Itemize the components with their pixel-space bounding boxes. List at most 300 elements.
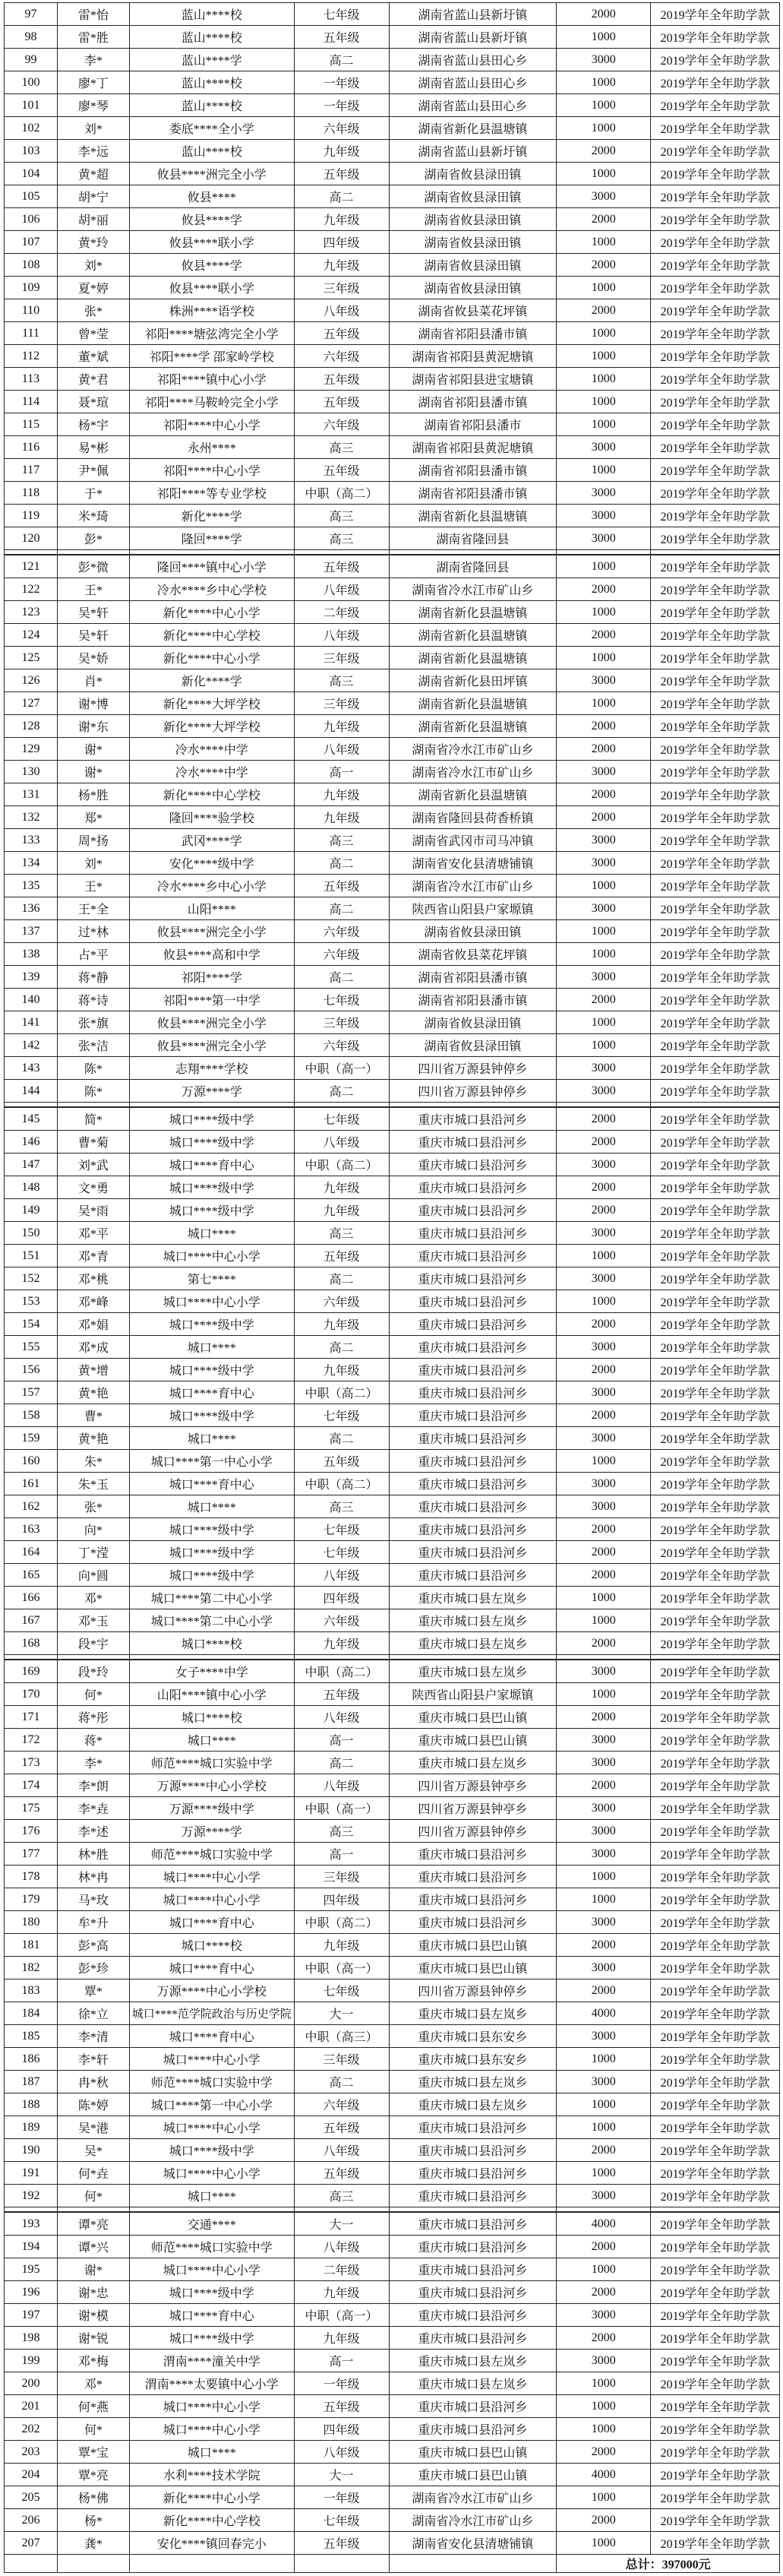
cell-name: 吴*港	[58, 2116, 130, 2138]
cell-school: 蓝山****校	[130, 140, 295, 162]
cell-school: 祁阳****马鞍岭完全小学	[130, 391, 295, 413]
record-row	[4, 322, 780, 345]
cell-note: 2019学年全年助学款	[651, 920, 780, 942]
cell-name: 李*朗	[58, 1774, 130, 1796]
cell-num: 159	[5, 1427, 58, 1449]
cell-num: 191	[5, 2162, 58, 2184]
cell-num: 180	[5, 1911, 58, 1933]
cell-note: 2019学年全年助学款	[651, 2418, 780, 2440]
cell-region: 四川省万源县钟亭乡	[390, 1797, 557, 1819]
total-row-empty-cell	[58, 2555, 130, 2572]
cell-region: 重庆市城口县左岚乡	[390, 1632, 557, 1654]
cell-note: 2019学年全年助学款	[651, 2071, 780, 2093]
cell-grade: 八年级	[295, 738, 390, 760]
cell-grade: 九年级	[295, 1176, 390, 1198]
record-row	[4, 555, 780, 578]
record-row	[4, 94, 780, 117]
cell-note: 2019学年全年助学款	[651, 1609, 780, 1631]
cell-school: 城口****级中学	[130, 2281, 295, 2303]
cell-num: 101	[5, 94, 58, 116]
record-row	[4, 117, 780, 140]
cell-amount: 3000	[557, 1267, 651, 1290]
cell-name: 黄*艳	[58, 1427, 130, 1449]
record-row	[4, 852, 780, 875]
cell-amount: 1000	[557, 71, 651, 93]
cell-note: 2019学年全年助学款	[651, 2372, 780, 2394]
page-break-gap-cell	[390, 2207, 557, 2211]
cell-num: 105	[5, 185, 58, 207]
record-row	[4, 1290, 780, 1313]
cell-region: 湖南省祁阳县潘市	[390, 413, 557, 435]
cell-grade: 五年级	[295, 459, 390, 481]
cell-grade: 大一	[295, 2464, 390, 2486]
cell-num: 171	[5, 1706, 58, 1728]
cell-name: 张*洁	[58, 1034, 130, 1056]
record-row	[4, 783, 780, 806]
record-row	[4, 1080, 780, 1103]
page-break-gap-cell	[295, 1103, 390, 1106]
table-page	[4, 555, 780, 1103]
cell-num: 113	[5, 368, 58, 390]
cell-school: 攸县****	[130, 185, 295, 207]
cell-amount: 2000	[557, 1404, 651, 1426]
cell-grade: 中职（高一）	[295, 1957, 390, 1979]
cell-name: 朱*	[58, 1450, 130, 1472]
cell-num: 202	[5, 2418, 58, 2440]
cell-grade: 高二	[295, 966, 390, 988]
cell-grade: 高三	[295, 1495, 390, 1517]
cell-note: 2019学年全年助学款	[651, 345, 780, 367]
cell-amount: 2000	[557, 1359, 651, 1381]
cell-note: 2019学年全年助学款	[651, 1866, 780, 1888]
cell-name: 黄*艳	[58, 1381, 130, 1404]
record-row	[4, 875, 780, 897]
cell-name: 黄*君	[58, 368, 130, 390]
record-row	[4, 715, 780, 738]
cell-grade: 九年级	[295, 1632, 390, 1654]
cell-school: 城口****级中学	[130, 1313, 295, 1335]
cell-amount: 2000	[557, 2281, 651, 2303]
page-break-gap-cell	[5, 550, 58, 554]
cell-note: 2019学年全年助学款	[651, 1934, 780, 1956]
cell-amount: 1000	[557, 459, 651, 481]
cell-grade: 一年级	[295, 2372, 390, 2394]
total-row	[4, 2555, 780, 2573]
page-break-gap-cell	[5, 2207, 58, 2211]
cell-note: 2019学年全年助学款	[651, 1404, 780, 1426]
page-break-gap-cell	[130, 1655, 295, 1659]
page-break-gap-cell	[130, 2207, 295, 2211]
cell-note: 2019学年全年助学款	[651, 94, 780, 116]
cell-region: 湖南省新化县温塘镇	[390, 692, 557, 714]
cell-region: 湖南省祁阳县潘市镇	[390, 391, 557, 413]
cell-amount: 2000	[557, 806, 651, 828]
cell-amount: 1000	[557, 1245, 651, 1267]
cell-grade: 九年级	[295, 715, 390, 737]
cell-amount: 2000	[557, 208, 651, 230]
page-break-gap-cell	[295, 1655, 390, 1659]
cell-school: 攸县****学	[130, 208, 295, 230]
table-page	[4, 1108, 780, 1655]
cell-school: 城口****校	[130, 1706, 295, 1728]
cell-school: 祁阳****等专业学校	[130, 482, 295, 504]
cell-school: 隆回****镇中心小学	[130, 555, 295, 578]
cell-amount: 2000	[557, 1774, 651, 1796]
record-row	[4, 1404, 780, 1427]
cell-name: 王*	[58, 578, 130, 600]
cell-num: 114	[5, 391, 58, 413]
cell-grade: 高二	[295, 1752, 390, 1774]
cell-grade: 高三	[295, 2185, 390, 2207]
cell-name: 谢*博	[58, 692, 130, 714]
cell-note: 2019学年全年助学款	[651, 601, 780, 623]
cell-school: 隆回****验学校	[130, 806, 295, 828]
cell-grade: 九年级	[295, 1313, 390, 1335]
cell-amount: 1000	[557, 322, 651, 344]
record-row	[4, 1222, 780, 1245]
cell-grade: 四年级	[295, 1587, 390, 1609]
page-break-gap-cell	[58, 2207, 130, 2211]
cell-note: 2019学年全年助学款	[651, 852, 780, 874]
cell-amount: 1000	[557, 231, 651, 253]
cell-name: 邓*娟	[58, 1313, 130, 1335]
cell-school: 城口****第二中心小学	[130, 1587, 295, 1609]
cell-num: 116	[5, 436, 58, 458]
cell-num: 131	[5, 783, 58, 805]
cell-note: 2019学年全年助学款	[651, 1313, 780, 1335]
cell-region: 四川省万源县钟停乡	[390, 1080, 557, 1102]
cell-amount: 3000	[557, 1473, 651, 1495]
page-break-gap	[4, 1655, 780, 1660]
cell-name: 陈*	[58, 1057, 130, 1079]
cell-school: 蓝山****校	[130, 26, 295, 48]
cell-num: 120	[5, 527, 58, 549]
cell-note: 2019学年全年助学款	[651, 2464, 780, 2486]
cell-amount: 3000	[557, 2185, 651, 2207]
cell-school: 城口****级中学	[130, 2327, 295, 2349]
cell-school: 新化****学	[130, 505, 295, 527]
record-row	[4, 1057, 780, 1080]
cell-num: 151	[5, 1245, 58, 1267]
cell-amount: 1000	[557, 277, 651, 299]
cell-num: 192	[5, 2185, 58, 2207]
cell-note: 2019学年全年助学款	[651, 647, 780, 669]
cell-num: 147	[5, 1154, 58, 1176]
cell-grade: 六年级	[295, 413, 390, 435]
cell-name: 廖*琴	[58, 94, 130, 116]
cell-region: 湖南省新化县温塘镇	[390, 117, 557, 139]
cell-school: 山阳****	[130, 897, 295, 919]
cell-name: 王*	[58, 875, 130, 897]
cell-school: 万源****学	[130, 1820, 295, 1842]
cell-region: 湖南省祁阳县黄泥塘镇	[390, 436, 557, 458]
record-row	[4, 1934, 780, 1957]
record-row	[4, 2486, 780, 2509]
cell-school: 株洲****语学校	[130, 299, 295, 321]
cell-num: 123	[5, 601, 58, 623]
cell-name: 谭*兴	[58, 2236, 130, 2258]
cell-school: 攸县****洲完全小学	[130, 920, 295, 942]
cell-region: 重庆市城口县沿河乡	[390, 1843, 557, 1865]
cell-name: 于*	[58, 482, 130, 504]
cell-amount: 2000	[557, 1706, 651, 1728]
cell-num: 163	[5, 1518, 58, 1540]
cell-amount: 1000	[557, 1011, 651, 1033]
cell-num: 130	[5, 761, 58, 783]
cell-region: 重庆市城口县沿河乡	[390, 1911, 557, 1933]
record-row	[4, 163, 780, 185]
cell-grade: 六年级	[295, 117, 390, 139]
cell-school: 城口****中心小学	[130, 1888, 295, 1910]
cell-region: 湖南省攸县渌田镇	[390, 1011, 557, 1033]
record-row	[4, 2162, 780, 2185]
cell-note: 2019学年全年助学款	[651, 2185, 780, 2207]
cell-grade: 高三	[295, 505, 390, 527]
cell-amount: 3000	[557, 1080, 651, 1102]
cell-region: 重庆市城口县左岚乡	[390, 2071, 557, 2093]
cell-school: 城口****中心小学	[130, 2395, 295, 2417]
cell-name: 邓*桃	[58, 1267, 130, 1290]
cell-grade: 七年级	[295, 2509, 390, 2531]
cell-grade: 五年级	[295, 875, 390, 897]
cell-grade: 六年级	[295, 1290, 390, 1312]
cell-name: 覃*亮	[58, 2464, 130, 2486]
cell-num: 206	[5, 2509, 58, 2531]
cell-name: 蒋*静	[58, 966, 130, 988]
cell-grade: 高二	[295, 897, 390, 919]
cell-name: 向*圆	[58, 1564, 130, 1586]
cell-school: 蓝山****校	[130, 3, 295, 25]
cell-school: 冷水****中学	[130, 738, 295, 760]
cell-amount: 2000	[557, 2441, 651, 2463]
cell-num: 140	[5, 989, 58, 1011]
cell-grade: 七年级	[295, 989, 390, 1011]
cell-name: 王*全	[58, 897, 130, 919]
cell-region: 湖南省攸县渌田镇	[390, 163, 557, 185]
record-row	[4, 231, 780, 254]
cell-school: 新化****学	[130, 669, 295, 691]
cell-grade: 八年级	[295, 2236, 390, 2258]
cell-school: 城口****育中心	[130, 1381, 295, 1404]
page-break-gap-cell	[651, 1103, 780, 1106]
cell-region: 重庆市城口县沿河乡	[390, 1518, 557, 1540]
cell-note: 2019学年全年助学款	[651, 1888, 780, 1910]
cell-num: 178	[5, 1866, 58, 1888]
cell-name: 邓*梅	[58, 2350, 130, 2372]
cell-region: 重庆市城口县左岚乡	[390, 1660, 557, 1682]
total-amount-label: 总计：397000元	[557, 2555, 780, 2572]
cell-school: 祁阳****镇中心小学	[130, 368, 295, 390]
cell-region: 湖南省攸县渌田镇	[390, 920, 557, 942]
cell-name: 彭*高	[58, 1934, 130, 1956]
cell-note: 2019学年全年助学款	[651, 1108, 780, 1130]
cell-name: 李*垚	[58, 1797, 130, 1819]
cell-grade: 七年级	[295, 1108, 390, 1130]
cell-name: 陈*婷	[58, 2093, 130, 2116]
cell-grade: 高一	[295, 1843, 390, 1865]
page-break-gap-cell	[295, 550, 390, 554]
cell-school: 城口****育中心	[130, 1154, 295, 1176]
cell-num: 137	[5, 920, 58, 942]
cell-num: 172	[5, 1729, 58, 1751]
cell-note: 2019学年全年助学款	[651, 1683, 780, 1705]
cell-amount: 3000	[557, 1427, 651, 1449]
record-row	[4, 1564, 780, 1587]
cell-region: 重庆市城口县沿河乡	[390, 1290, 557, 1312]
cell-school: 武冈****学	[130, 829, 295, 851]
cell-amount: 3000	[557, 505, 651, 527]
record-row	[4, 49, 780, 71]
cell-name: 刘*	[58, 117, 130, 139]
cell-amount: 3000	[557, 1957, 651, 1979]
cell-note: 2019学年全年助学款	[651, 1359, 780, 1381]
cell-num: 205	[5, 2486, 58, 2508]
record-row	[4, 2185, 780, 2207]
cell-amount: 1000	[557, 413, 651, 435]
cell-amount: 1000	[557, 26, 651, 48]
cell-grade: 一年级	[295, 71, 390, 93]
cell-amount: 2000	[557, 1518, 651, 1540]
cell-amount: 3000	[557, 185, 651, 207]
cell-amount: 3000	[557, 1057, 651, 1079]
cell-note: 2019学年全年助学款	[651, 1336, 780, 1358]
cell-note: 2019学年全年助学款	[651, 1660, 780, 1682]
cell-grade: 高一	[295, 1729, 390, 1751]
cell-name: 刘*	[58, 254, 130, 276]
cell-school: 城口****级中学	[130, 1359, 295, 1381]
cell-note: 2019学年全年助学款	[651, 2327, 780, 2349]
cell-region: 湖南省蓝山县田心乡	[390, 71, 557, 93]
total-row-empty-cell	[130, 2555, 295, 2572]
cell-name: 夏*婷	[58, 277, 130, 299]
cell-name: 曹*菊	[58, 1131, 130, 1153]
record-row	[4, 806, 780, 829]
cell-note: 2019学年全年助学款	[651, 2509, 780, 2531]
cell-name: 曹*	[58, 1404, 130, 1426]
cell-note: 2019学年全年助学款	[651, 2162, 780, 2184]
cell-grade: 九年级	[295, 806, 390, 828]
cell-amount: 2000	[557, 624, 651, 646]
cell-grade: 五年级	[295, 26, 390, 48]
cell-note: 2019学年全年助学款	[651, 1290, 780, 1312]
record-row	[4, 738, 780, 761]
cell-num: 100	[5, 71, 58, 93]
cell-region: 四川省万源县钟停乡	[390, 1820, 557, 1842]
cell-region: 重庆市城口县沿河乡	[390, 1108, 557, 1130]
cell-school: 冷水****乡中心小学	[130, 875, 295, 897]
cell-school: 蓝山****学	[130, 49, 295, 71]
cell-note: 2019学年全年助学款	[651, 989, 780, 1011]
cell-note: 2019学年全年助学款	[651, 669, 780, 691]
cell-amount: 1000	[557, 555, 651, 578]
cell-amount: 1000	[557, 1866, 651, 1888]
cell-region: 重庆市城口县沿河乡	[390, 2139, 557, 2161]
cell-region: 重庆市城口县左岚乡	[390, 2372, 557, 2394]
cell-grade: 五年级	[295, 2395, 390, 2417]
cell-name: 廖*丁	[58, 71, 130, 93]
cell-amount: 1000	[557, 692, 651, 714]
cell-note: 2019学年全年助学款	[651, 715, 780, 737]
cell-grade: 五年级	[295, 2116, 390, 2138]
record-row	[4, 1381, 780, 1404]
cell-region: 重庆市城口县左岚乡	[390, 2350, 557, 2372]
cell-note: 2019学年全年助学款	[651, 26, 780, 48]
cell-grade: 八年级	[295, 1706, 390, 1728]
record-row	[4, 692, 780, 715]
cell-grade: 高三	[295, 669, 390, 691]
cell-school: 师范****城口实验中学	[130, 1752, 295, 1774]
cell-note: 2019学年全年助学款	[651, 527, 780, 549]
cell-name: 谢*模	[58, 2304, 130, 2326]
cell-note: 2019学年全年助学款	[651, 783, 780, 805]
cell-name: 杨*	[58, 2509, 130, 2531]
page-break-gap-cell	[651, 2207, 780, 2211]
cell-region: 湖南省祁阳县潘市镇	[390, 989, 557, 1011]
cell-num: 133	[5, 829, 58, 851]
cell-school: 渭南****太要镇中心小学	[130, 2372, 295, 2394]
cell-note: 2019学年全年助学款	[651, 1957, 780, 1979]
cell-school: 城口****	[130, 2441, 295, 2463]
cell-grade: 高三	[295, 527, 390, 549]
cell-region: 重庆市城口县沿河乡	[390, 1866, 557, 1888]
record-row	[4, 647, 780, 669]
cell-note: 2019学年全年助学款	[651, 555, 780, 578]
cell-note: 2019学年全年助学款	[651, 1843, 780, 1865]
cell-num: 167	[5, 1609, 58, 1631]
cell-amount: 3000	[557, 829, 651, 851]
cell-region: 重庆市城口县沿河乡	[390, 1267, 557, 1290]
cell-num: 155	[5, 1336, 58, 1358]
cell-name: 郑*	[58, 806, 130, 828]
cell-note: 2019学年全年助学款	[651, 436, 780, 458]
cell-name: 谢*忠	[58, 2281, 130, 2303]
cell-note: 2019学年全年助学款	[651, 1154, 780, 1176]
cell-grade: 九年级	[295, 2327, 390, 2349]
cell-region: 湖南省攸县渌田镇	[390, 254, 557, 276]
cell-num: 161	[5, 1473, 58, 1495]
cell-region: 湖南省祁阳县潘市镇	[390, 966, 557, 988]
cell-name: 彭*珍	[58, 1957, 130, 1979]
cell-region: 四川省万源县钟停乡	[390, 1057, 557, 1079]
cell-region: 湖南省冷水江市矿山乡	[390, 2486, 557, 2508]
cell-grade: 中职（高一）	[295, 1057, 390, 1079]
cell-school: 城口****第二中心小学	[130, 1609, 295, 1631]
cell-amount: 3000	[557, 897, 651, 919]
cell-grade: 高二	[295, 49, 390, 71]
cell-num: 175	[5, 1797, 58, 1819]
cell-name: 吴*	[58, 2139, 130, 2161]
cell-name: 蒋*诗	[58, 989, 130, 1011]
cell-num: 182	[5, 1957, 58, 1979]
cell-grade: 七年级	[295, 1404, 390, 1426]
cell-school: 城口****级中学	[130, 1564, 295, 1586]
cell-school: 城口****级中学	[130, 1404, 295, 1426]
cell-num: 168	[5, 1632, 58, 1654]
cell-amount: 2000	[557, 715, 651, 737]
cell-region: 重庆市城口县巴山镇	[390, 1934, 557, 1956]
cell-amount: 1000	[557, 2395, 651, 2417]
cell-name: 邓*玉	[58, 1609, 130, 1631]
cell-region: 湖南省冷水江市矿山乡	[390, 875, 557, 897]
cell-grade: 五年级	[295, 2532, 390, 2554]
cell-region: 重庆市城口县沿河乡	[390, 1131, 557, 1153]
cell-region: 湖南省攸县菜花坪镇	[390, 943, 557, 965]
cell-amount: 3000	[557, 1660, 651, 1682]
cell-note: 2019学年全年助学款	[651, 459, 780, 481]
cell-name: 覃*	[58, 1979, 130, 2002]
record-row	[4, 2509, 780, 2532]
cell-num: 143	[5, 1057, 58, 1079]
